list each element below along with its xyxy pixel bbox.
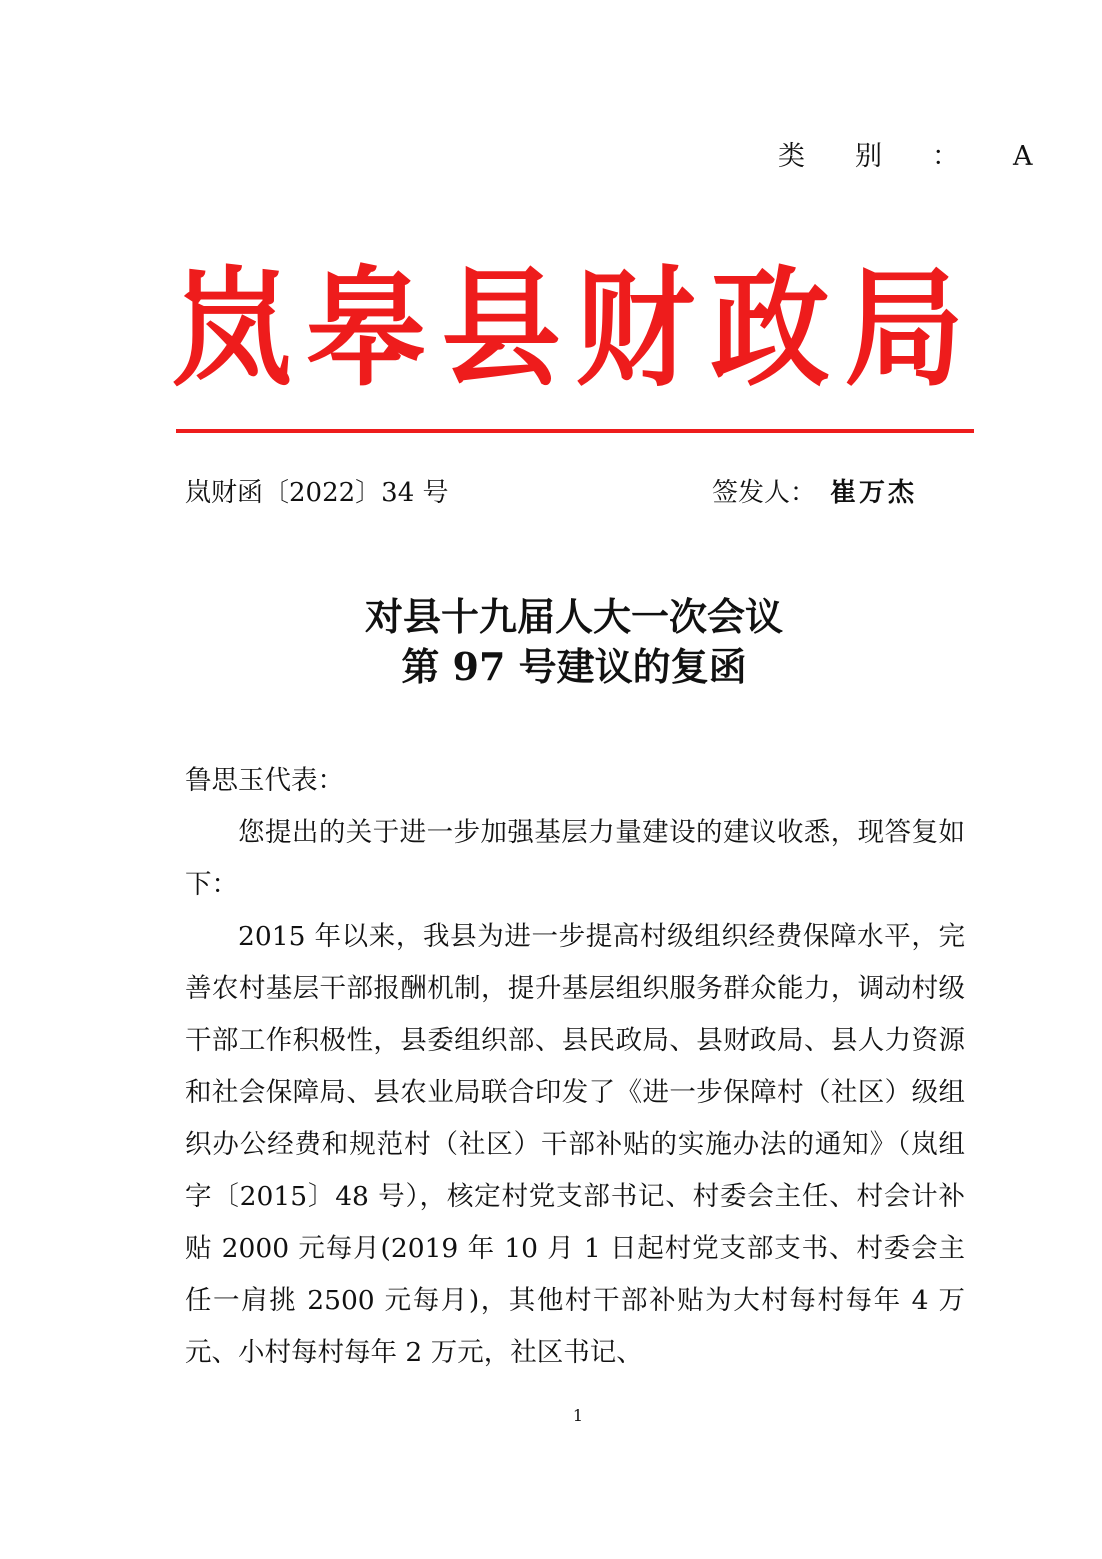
masthead-char: 县 bbox=[441, 255, 561, 404]
letter-title bbox=[0, 592, 1102, 692]
masthead-char: 局 bbox=[844, 255, 964, 404]
paragraph: 您提出的关于进一步加强基层力量建设的建议收悉，现答复如下： bbox=[185, 817, 965, 900]
category-label-text: 类别： bbox=[778, 141, 1009, 172]
document-number: 岚财函〔2022〕34 号 bbox=[185, 478, 449, 508]
signer bbox=[712, 472, 917, 509]
category-label bbox=[778, 134, 1033, 173]
masthead-char: 财 bbox=[575, 255, 695, 404]
title-line-2: 第 97 号建议的复函 bbox=[401, 644, 747, 689]
page-number: 1 bbox=[572, 1406, 584, 1425]
category-value: A bbox=[1013, 141, 1033, 172]
paragraph: 2015 年以来，我县为进一步提高村级组织经费保障水平，完善农村基层干部报酬机制，提升基层组织服务群众能力，调动村级干部工作积极性，县委组织部、县民政局、县财政局、县人力资源和社会保障局、县农业局联合印发了《进一步保障村（社区）级组织办公经费和规范村（社区）干部补贴的实施办法的通知》（岚组字〔2015〕48 号），核定村党支部书记、村委会主任、村会计补贴 2000 元每月(2019 年 10 月 1 日起村党支部支书、村委会主任一肩挑 2500 元每月)，其他村干部补贴为大村每村每年 4 万元、小村每村每年 2 万元，社区书记、 bbox=[185, 921, 965, 1368]
masthead-char: 皋 bbox=[306, 255, 426, 404]
masthead bbox=[168, 255, 968, 405]
masthead-char: 岚 bbox=[172, 255, 292, 404]
signer-name: 崔万杰 bbox=[830, 478, 918, 508]
red-divider bbox=[176, 429, 974, 433]
masthead-char: 政 bbox=[710, 255, 830, 404]
letter-body bbox=[185, 755, 965, 1379]
title-line-1: 对县十九届人大一次会议 bbox=[364, 594, 783, 639]
signer-label: 签发人： bbox=[712, 478, 817, 508]
salutation: 鲁思玉代表： bbox=[185, 765, 344, 796]
